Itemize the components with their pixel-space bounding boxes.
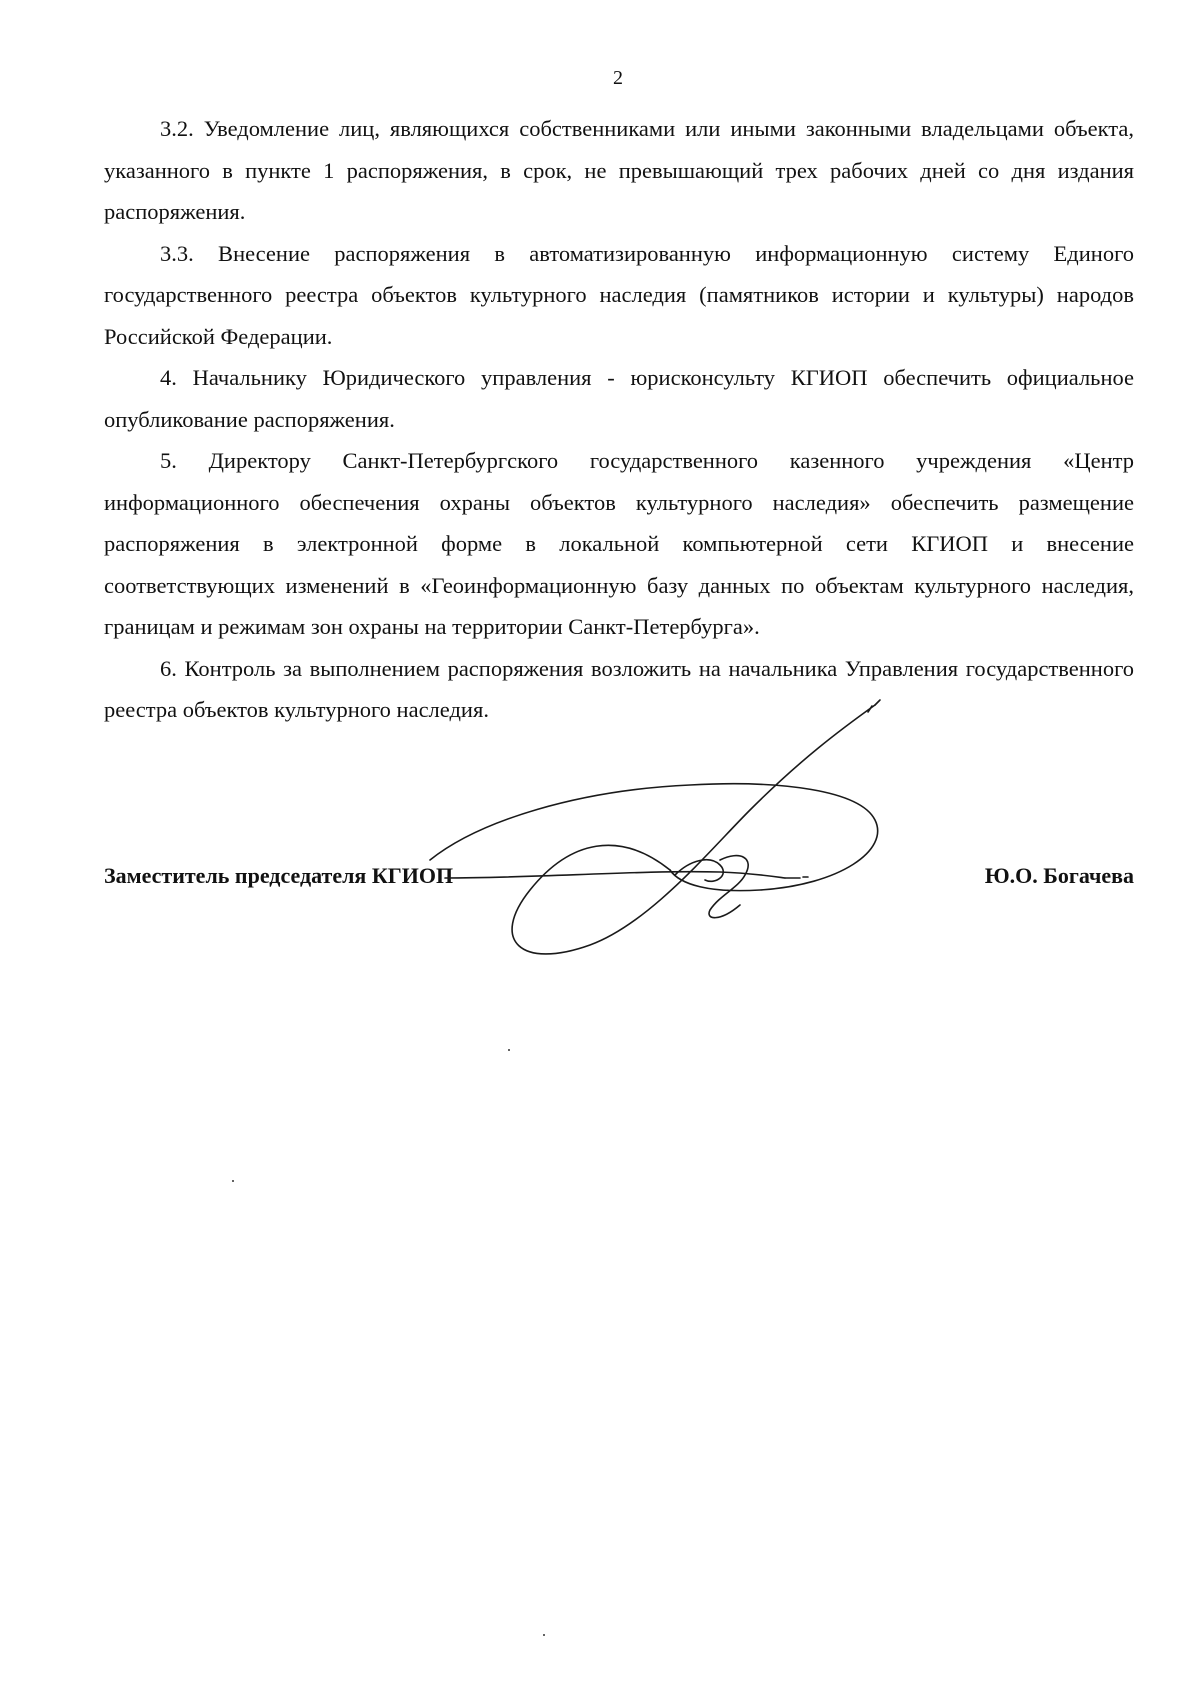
signatory-name: Ю.О. Богачева: [984, 863, 1134, 888]
page-number: 2: [613, 67, 623, 89]
paragraph-5: 5. Директору Санкт-Петербургского государственного казенного учреждения «Центр информационного обеспечения охраны объектов культурного наследия» обеспечить размещение распоряжения в электронной форме в локальной компьютерной сети КГИОП и внесение соответствующих изменений в «Геоинформационную базу данных по объектам культурного наследия, границам и режимам зон охраны на территории Санкт-Петербурга».: [104, 448, 1134, 639]
paragraph-3-3: 3.3. Внесение распоряжения в автоматизированную информационную систему Единого государственного реестра объектов культурного наследия (памятников истории и культуры) народов Российской Федерации.: [104, 240, 1134, 349]
scan-speck: [508, 1049, 510, 1051]
paragraph-6: 6. Контроль за выполнением распоряжения возложить на начальника Управления государственного реестра объектов культурного наследия.: [104, 655, 1134, 722]
document-body: [104, 108, 1134, 731]
handwritten-signature: [420, 710, 940, 970]
paragraph-3-2: 3.2. Уведомление лиц, являющихся собственниками или иными законными владельцами объекта, указанного в пункте 1 распоряжения, в срок, не превышающий трех рабочих дней со дня издания распоряжения.: [104, 116, 1134, 224]
scan-speck: [543, 1634, 545, 1636]
paragraph-4: 4. Начальнику Юридического управления - юрисконсульту КГИОП обеспечить официальное опубликование распоряжения.: [104, 365, 1134, 432]
signatory-title: Заместитель председателя КГИОП: [104, 863, 454, 888]
scan-speck: [232, 1180, 234, 1182]
